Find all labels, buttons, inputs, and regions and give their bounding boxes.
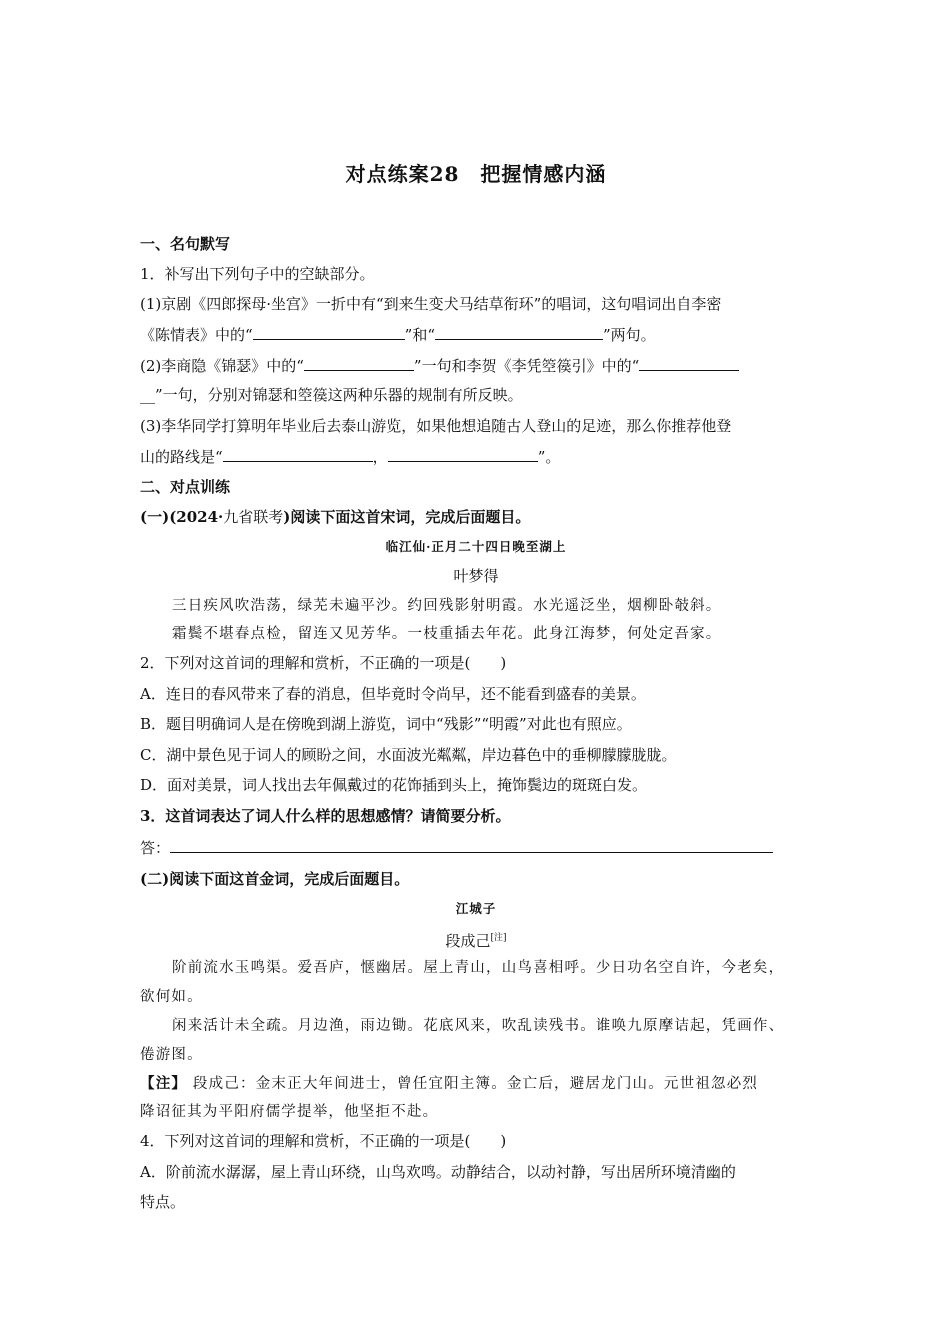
- q2-option-b: B．题目明确词人是在傍晚到湖上游览，词中“残影”“明霞”对此也有照应。: [140, 715, 632, 733]
- q1-1-blank-1[interactable]: [253, 324, 405, 340]
- poem2-title: 江城子: [455, 901, 497, 916]
- section-heading-2: 二、对点训练: [140, 478, 231, 496]
- poem2-line-1: 阶前流水玉鸣渠。爱吾庐，惬幽居。屋上青山，山鸟喜相呼。少日功名空自许，今老矣，: [172, 960, 785, 976]
- part1-intro-source: 九省联考: [223, 508, 284, 526]
- part1-intro-a: (一)(2024·: [140, 508, 224, 526]
- poem2-author: [140, 928, 812, 951]
- q1-stem: 1．补写出下列句子中的空缺部分。: [140, 265, 375, 283]
- part1-intro-c: )阅读下面这首宋词，完成后面题目。: [283, 508, 531, 526]
- q1-2-blank-1[interactable]: [304, 355, 414, 371]
- q4-stem-close: ): [500, 1132, 507, 1150]
- poem1-title: 临江仙·正月二十四日晚至湖上: [385, 539, 567, 554]
- note-line-2: 降诏征其为平阳府儒学提举，他坚拒不赴。: [140, 1104, 439, 1120]
- q1-2-line-b: [140, 385, 523, 405]
- q1-3-blank-2[interactable]: [388, 446, 538, 462]
- note-label: 【注】: [140, 1075, 188, 1092]
- part2-intro: (二)阅读下面这首金词，完成后面题目。: [140, 870, 410, 888]
- poem1-line-1: 三日疾风吹浩荡，绿芜未遍平沙。约回残影射明霞。水光遥泛坐，烟柳卧攲斜。: [172, 598, 722, 614]
- section-heading-1: 一、名句默写: [140, 235, 231, 253]
- q1-3-text-post: ”。: [537, 448, 561, 466]
- note-text-1: 段成己：金末正大年间进士，曾任宜阳主簿。金亡后，避居龙门山。元世祖忽必烈: [192, 1076, 759, 1092]
- q1-3-blank-1[interactable]: [223, 446, 373, 462]
- q1-1-line-a: (1)京剧《四郎探母·坐宫》一折中有“到来生变犬马结草衔环”的唱词，这句唱词出自李密: [140, 295, 722, 313]
- q2-stem-close: ): [500, 654, 507, 672]
- poem2-line-2b: 倦游图。: [140, 1047, 203, 1063]
- note-line-1: [140, 1074, 758, 1094]
- answer-label: 答：: [140, 839, 171, 857]
- q1-2-text-mid: ”一句和李贺《李凭箜篌引》中的“: [413, 357, 640, 375]
- q1-1-text-mid: ”和“: [404, 326, 436, 344]
- q2-option-a: A．连日的春风带来了春的消息，但毕竟时令尚早，还不能看到盛春的美景。: [140, 685, 646, 703]
- q4-option-a-line-1: A．阶前流水潺潺，屋上青山环绕，山鸟欢鸣。动静结合，以动衬静，写出居所环境清幽的: [140, 1163, 736, 1181]
- q3-answer: [140, 837, 773, 858]
- q1-1-text-post: ”两句。: [603, 326, 656, 344]
- page-title: 对点练案28 把握情感内涵: [345, 162, 607, 186]
- q3-stem: 3．这首词表达了词人什么样的思想感情？请简要分析。: [140, 807, 511, 825]
- q1-2-text-post: ”一句，分别对锦瑟和箜篌这两种乐器的规制有所反映。: [155, 386, 523, 404]
- q2-stem: [140, 653, 506, 673]
- author-note-marker: [注]: [490, 933, 507, 943]
- q1-3-line-b: [140, 446, 560, 467]
- poem1-line-2: 霜鬓不堪春点检，留连又见芳华。一枝重插去年花。此身江海梦，何处定吾家。: [172, 626, 722, 642]
- q1-1-line-b: [140, 324, 656, 345]
- q2-option-d: D．面对美景，词人找出去年佩戴过的花饰插到头上，掩饰鬓边的斑斑白发。: [140, 776, 648, 794]
- q3-answer-line[interactable]: [170, 837, 773, 853]
- poem1-author: 叶梦得: [453, 567, 499, 585]
- q1-1-blank-2[interactable]: [435, 324, 603, 340]
- q1-3-line-a: (3)李华同学打算明年毕业后去泰山游览，如果他想追随古人登山的足迹，那么你推荐他登: [140, 417, 732, 435]
- q2-option-c: C．湖中景色见于词人的顾盼之间，水面波光粼粼，岸边暮色中的垂柳朦朦胧胧。: [140, 746, 677, 764]
- q4-stem-text: 4．下列对这首词的理解和赏析，不正确的一项是(: [140, 1132, 471, 1150]
- poem2-author-name: 段成己: [445, 932, 491, 950]
- q1-2-line-a: [140, 355, 739, 376]
- q1-2-blank-2-cont[interactable]: __: [140, 386, 155, 404]
- q1-2-blank-2[interactable]: [639, 355, 739, 371]
- q4-stem: [140, 1131, 506, 1151]
- q1-3-text-mid: ，: [372, 448, 388, 466]
- q1-2-text-pre: (2)李商隐《锦瑟》中的“: [140, 357, 304, 375]
- q1-1-text-pre: 《陈情表》中的“: [140, 326, 253, 344]
- q4-option-a-line-2: 特点。: [140, 1193, 186, 1211]
- q1-3-text-pre: 山的路线是“: [140, 448, 223, 466]
- poem2-line-2: 闲来活计未全疏。月边渔，雨边锄。花底风来，吹乱读残书。谁唤九原摩诘起，凭画作、: [172, 1018, 785, 1034]
- q2-stem-text: 2．下列对这首词的理解和赏析，不正确的一项是(: [140, 654, 471, 672]
- part1-intro: [140, 507, 530, 527]
- poem2-line-1b: 欲何如。: [140, 989, 203, 1005]
